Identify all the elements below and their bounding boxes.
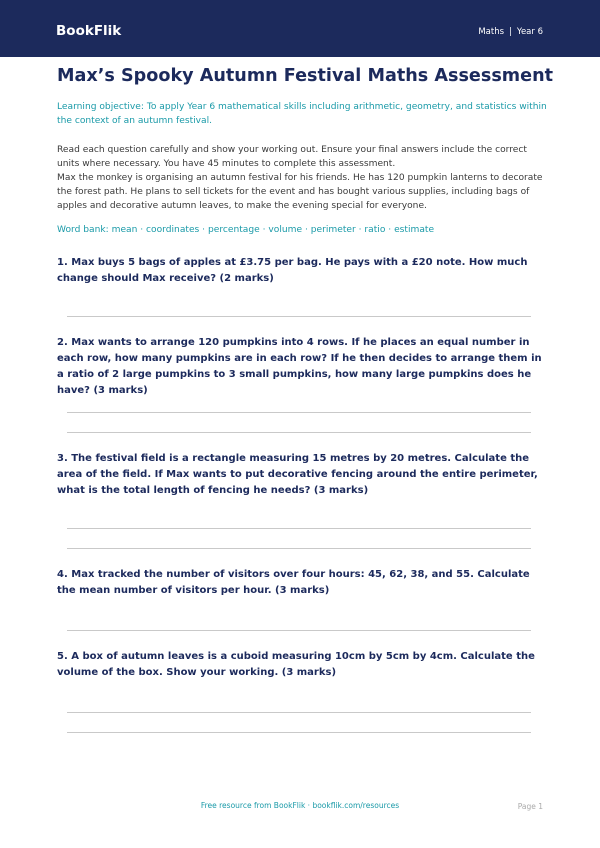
- answer-line[interactable]: [67, 412, 531, 413]
- answer-line[interactable]: [67, 630, 531, 631]
- year-label: Year 6: [516, 27, 543, 37]
- scenario-text: Max the monkey is organising an autumn festival for his friends. He has 120 pumpkin lanterns to decorate the forest path. He plans to sell tickets for the event and has bought various supplies, including bags of apples and decorative autumn leaves, to make the evening special for everyone.: [57, 173, 543, 211]
- question-5: 5. A box of autumn leaves is a cuboid measuring 10cm by 5cm by 4cm. Calculate the volume of the box. Show your working. (3 marks): [57, 651, 535, 678]
- page-header: [0, 0, 600, 57]
- question-3: 3. The festival field is a rectangle measuring 15 metres by 20 metres. Calculate the area of the field. If Max wants to put decorative fencing around the entire perimeter, what is the total length of fencing he needs? (3 marks): [57, 453, 538, 496]
- question-4: 4. Max tracked the number of visitors over four hours: 45, 62, 38, and 55. Calculate the mean number of visitors per hour. (3 marks): [57, 569, 530, 596]
- learning-objective: Learning objective: To apply Year 6 mathematical skills including arithmetic, geometry, and statistics within the context of an autumn festival.: [57, 102, 547, 126]
- answer-line[interactable]: [67, 316, 531, 317]
- answer-line[interactable]: [67, 432, 531, 433]
- brand-logo: BookFlik: [56, 23, 122, 39]
- answer-line[interactable]: [67, 732, 531, 733]
- subject-year-label: [478, 27, 543, 37]
- answer-line[interactable]: [67, 548, 531, 549]
- subject-label: Maths: [478, 27, 505, 37]
- answer-line[interactable]: [67, 712, 531, 713]
- word-bank: Word bank: mean · coordinates · percentage · volume · perimeter · ratio · estimate: [57, 225, 435, 235]
- question-2: 2. Max wants to arrange 120 pumpkins into 4 rows. If he places an equal number in each row, how many pumpkins are in each row? If he then decides to arrange them in a ratio of 2 large pumpkins to 3 small pumpkins, how many large pumpkins does he have? (3 marks): [57, 337, 542, 396]
- page-number: Page 1: [517, 802, 543, 811]
- answer-line[interactable]: [67, 528, 531, 529]
- header-separator: |: [509, 27, 512, 37]
- footer-credit: Free resource from BookFlik · bookflik.com/resources: [200, 801, 400, 810]
- question-1: 1. Max buys 5 bags of apples at £3.75 per bag. He pays with a £20 note. How much change should Max receive? (2 marks): [57, 257, 528, 284]
- page-title: Max’s Spooky Autumn Festival Maths Assessment: [57, 66, 554, 86]
- instructions: Read each question carefully and show your working out. Ensure your final answers include the correct units where necessary. You have 45 minutes to complete this assessment.: [57, 145, 527, 169]
